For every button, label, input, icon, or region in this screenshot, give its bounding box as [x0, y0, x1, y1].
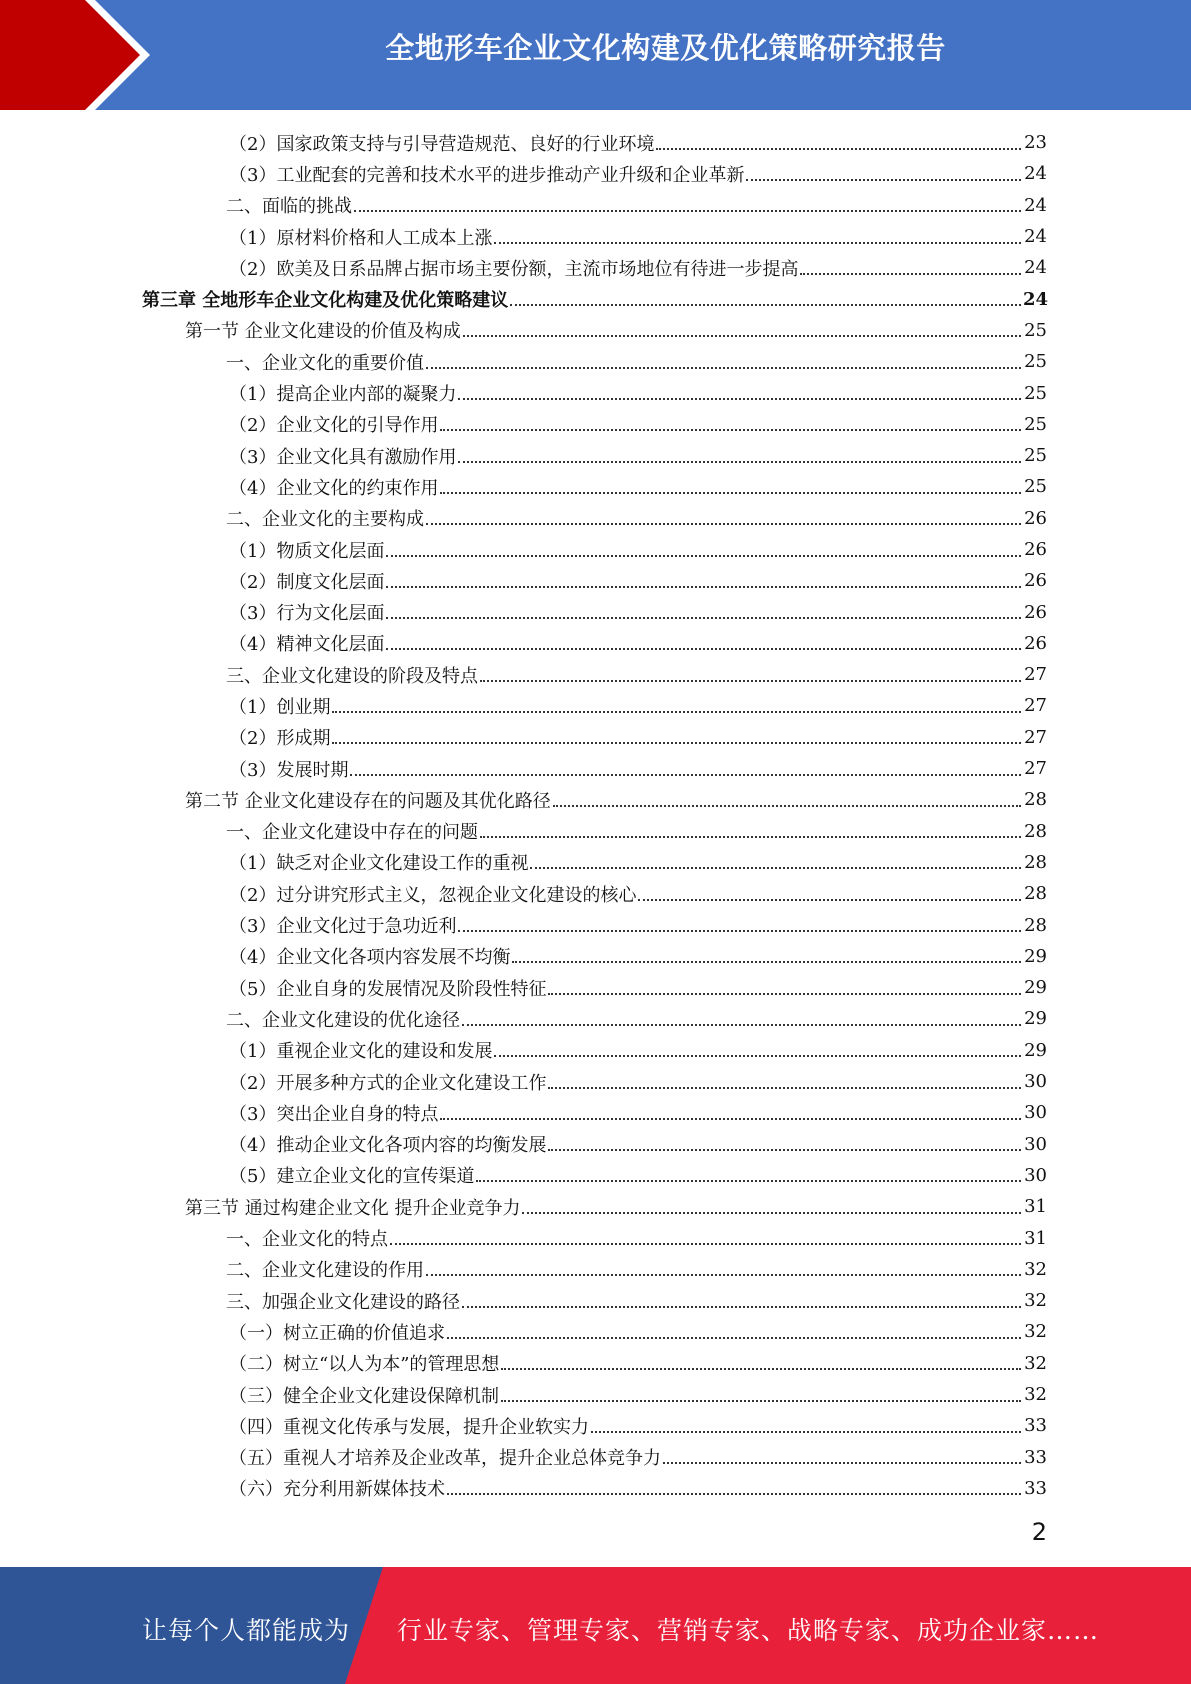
toc-entry-page: 25 — [1024, 413, 1047, 435]
toc-entry-title: 一、企业文化的特点 — [226, 1229, 388, 1251]
toc-dot-leader — [512, 961, 1021, 963]
toc-dot-leader — [350, 774, 1021, 776]
toc-entry-title: （5）建立企业文化的宣传渠道 — [229, 1166, 475, 1188]
toc-entry[interactable] — [226, 190, 1047, 221]
toc-entry-title: （1）物质文化层面 — [229, 540, 385, 562]
toc-entry-title: （2）国家政策支持与引导营造规范、良好的行业环境 — [229, 133, 655, 155]
toc-dot-leader — [494, 242, 1021, 244]
toc-entry-page: 32 — [1024, 1290, 1047, 1312]
toc-dot-leader — [476, 1180, 1021, 1182]
toc-entry-page: 26 — [1024, 507, 1047, 529]
toc-entry-page: 32 — [1024, 1352, 1047, 1374]
toc-dot-leader — [386, 555, 1021, 557]
toc-entry[interactable] — [226, 659, 1047, 690]
toc-entry-page: 25 — [1024, 319, 1047, 341]
toc-entry[interactable] — [229, 628, 1047, 659]
toc-dot-leader — [548, 1149, 1021, 1151]
toc-dot-leader — [440, 1118, 1021, 1120]
toc-entry[interactable] — [229, 847, 1047, 878]
toc-dot-leader — [426, 523, 1021, 525]
toc-entry[interactable] — [229, 1097, 1047, 1128]
toc-entry[interactable] — [229, 722, 1047, 753]
toc-entry[interactable] — [229, 1348, 1047, 1379]
toc-dot-leader — [462, 1024, 1021, 1026]
toc-entry-title: （2）过分讲究形式主义，忽视企业文化建设的核心 — [229, 884, 637, 906]
toc-entry-title: （三）健全企业文化建设保障机制 — [229, 1385, 499, 1407]
toc-entry-page: 27 — [1024, 664, 1047, 686]
toc-entry-page: 23 — [1024, 132, 1047, 154]
toc-dot-leader — [458, 461, 1021, 463]
toc-entry-page: 33 — [1024, 1415, 1047, 1437]
toc-entry[interactable] — [226, 346, 1047, 377]
toc-entry-title: （六）充分利用新媒体技术 — [229, 1479, 445, 1501]
toc-entry-title: 二、面临的挑战 — [226, 196, 352, 218]
toc-entry-page: 29 — [1024, 945, 1047, 967]
toc-dot-leader — [494, 1055, 1021, 1057]
toc-entry-title: 三、企业文化建设的阶段及特点 — [226, 665, 478, 687]
toc-entry-page: 30 — [1024, 1102, 1047, 1124]
toc-entry[interactable] — [229, 1473, 1047, 1504]
toc-entry[interactable] — [226, 503, 1047, 534]
toc-entry-page: 28 — [1024, 789, 1047, 811]
toc-entry[interactable] — [185, 784, 1047, 815]
toc-entry-page: 27 — [1024, 758, 1047, 780]
table-of-contents — [0, 127, 1191, 1504]
toc-entry-page: 28 — [1024, 883, 1047, 905]
toc-entry[interactable] — [229, 1066, 1047, 1097]
toc-entry[interactable] — [229, 878, 1047, 909]
toc-dot-leader — [522, 1212, 1021, 1214]
toc-dot-leader — [463, 335, 1021, 337]
toc-dot-leader — [426, 367, 1021, 369]
toc-entry-page: 26 — [1024, 632, 1047, 654]
toc-entry-page: 28 — [1024, 820, 1047, 842]
toc-entry-page: 29 — [1024, 1008, 1047, 1030]
toc-entry-page: 25 — [1024, 476, 1047, 498]
toc-entry-title: 一、企业文化的重要价值 — [226, 352, 424, 374]
toc-dot-leader — [638, 899, 1021, 901]
toc-dot-leader — [386, 648, 1021, 650]
toc-entry-page: 25 — [1024, 382, 1047, 404]
toc-dot-leader — [553, 805, 1021, 807]
toc-entry-page: 30 — [1024, 1133, 1047, 1155]
toc-dot-leader — [332, 742, 1021, 744]
toc-entry[interactable] — [226, 816, 1047, 847]
toc-dot-leader — [458, 930, 1021, 932]
toc-entry-page: 24 — [1024, 194, 1047, 216]
toc-entry-title: （3）工业配套的完善和技术水平的进步推动产业升级和企业革新 — [229, 164, 745, 186]
toc-entry[interactable] — [229, 127, 1047, 158]
header-arrow-graphic — [0, 0, 160, 110]
toc-entry[interactable] — [229, 221, 1047, 252]
toc-dot-leader — [510, 304, 1021, 306]
toc-entry-title: 第三章 全地形车企业文化构建及优化策略建议 — [142, 290, 509, 312]
toc-entry-title: （五）重视人才培养及企业改革，提升企业总体竞争力 — [229, 1448, 661, 1470]
toc-entry-page: 25 — [1024, 351, 1047, 373]
toc-dot-leader — [591, 1431, 1021, 1433]
toc-entry-title: （3）企业文化过于急功近利 — [229, 916, 457, 938]
toc-entry-page: 31 — [1024, 1196, 1047, 1218]
toc-entry-title: （3）突出企业自身的特点 — [229, 1103, 439, 1125]
toc-entry-title: 三、加强企业文化建设的路径 — [226, 1291, 460, 1313]
toc-entry-page: 24 — [1024, 163, 1047, 185]
toc-entry-title: （四）重视文化传承与发展，提升企业软实力 — [229, 1416, 589, 1438]
toc-dot-leader — [447, 1337, 1021, 1339]
toc-entry-page: 25 — [1024, 445, 1047, 467]
toc-dot-leader — [548, 993, 1021, 995]
toc-entry[interactable] — [229, 941, 1047, 972]
toc-dot-leader — [656, 148, 1021, 150]
toc-entry-title: （2）开展多种方式的企业文化建设工作 — [229, 1072, 547, 1094]
toc-entry-page: 26 — [1024, 601, 1047, 623]
toc-entry-page: 26 — [1024, 570, 1047, 592]
toc-entry-title: 第三节 通过构建企业文化 提升企业竞争力 — [185, 1197, 521, 1219]
toc-dot-leader — [354, 210, 1021, 212]
toc-entry[interactable] — [226, 1285, 1047, 1316]
toc-dot-leader — [458, 398, 1021, 400]
toc-entry[interactable] — [229, 440, 1047, 471]
toc-entry[interactable] — [229, 377, 1047, 408]
toc-dot-leader — [480, 836, 1021, 838]
toc-entry-page: 27 — [1024, 726, 1047, 748]
toc-entry[interactable] — [229, 1410, 1047, 1441]
toc-dot-leader — [746, 179, 1021, 181]
toc-entry-page: 31 — [1024, 1227, 1047, 1249]
toc-entry-page: 27 — [1024, 695, 1047, 717]
toc-entry-title: （1）原材料价格和人工成本上涨 — [229, 227, 493, 249]
toc-entry-title: （3）行为文化层面 — [229, 603, 385, 625]
toc-dot-leader — [501, 1368, 1021, 1370]
toc-entry-title: （1）重视企业文化的建设和发展 — [229, 1041, 493, 1063]
toc-entry-title: （一）树立正确的价值追求 — [229, 1322, 445, 1344]
toc-entry-title: 第二节 企业文化建设存在的问题及其优化路径 — [185, 790, 551, 812]
toc-dot-leader — [480, 680, 1021, 682]
toc-dot-leader — [332, 711, 1021, 713]
page-header — [0, 0, 1191, 110]
toc-entry-title: （1）提高企业内部的凝聚力 — [229, 384, 457, 406]
toc-entry-title: （3）企业文化具有激励作用 — [229, 446, 457, 468]
toc-dot-leader — [501, 1400, 1021, 1402]
toc-entry-title: （4）推动企业文化各项内容的均衡发展 — [229, 1135, 547, 1157]
page-number: 2 — [1031, 1518, 1047, 1546]
toc-entry[interactable] — [229, 753, 1047, 784]
toc-entry[interactable] — [229, 534, 1047, 565]
toc-dot-leader — [800, 273, 1021, 275]
toc-entry-page: 30 — [1024, 1071, 1047, 1093]
toc-dot-leader — [426, 1274, 1021, 1276]
toc-entry-page: 24 — [1023, 288, 1049, 310]
toc-entry-title: （3）发展时期 — [229, 759, 349, 781]
toc-entry[interactable] — [226, 1222, 1047, 1253]
toc-entry-title: 二、企业文化建设的作用 — [226, 1260, 424, 1282]
toc-entry-page: 33 — [1024, 1446, 1047, 1468]
toc-entry[interactable] — [229, 1129, 1047, 1160]
toc-entry-title: （2）形成期 — [229, 728, 331, 750]
toc-dot-leader — [530, 867, 1021, 869]
toc-entry[interactable] — [185, 1191, 1047, 1222]
toc-dot-leader — [462, 1306, 1021, 1308]
toc-entry-page: 24 — [1024, 257, 1047, 279]
footer-slogan-right: 行业专家、管理专家、营销专家、战略专家、成功企业家…… — [397, 1616, 1100, 1645]
toc-entry[interactable] — [229, 1441, 1047, 1472]
toc-dot-leader — [386, 586, 1021, 588]
toc-entry[interactable] — [229, 409, 1047, 440]
toc-entry-title: 第一节 企业文化建设的价值及构成 — [185, 321, 461, 343]
toc-entry[interactable] — [229, 596, 1047, 627]
toc-entry-page: 28 — [1024, 914, 1047, 936]
toc-entry-title: （二）树立“以人为本”的管理思想 — [229, 1354, 500, 1376]
toc-entry[interactable] — [226, 1254, 1047, 1285]
toc-entry[interactable] — [229, 252, 1047, 283]
toc-entry[interactable] — [229, 471, 1047, 502]
toc-entry-page: 30 — [1024, 1164, 1047, 1186]
toc-entry[interactable] — [229, 158, 1047, 189]
report-title: 全地形车企业文化构建及优化策略研究报告 — [385, 31, 946, 65]
toc-entry-title: （4）企业文化各项内容发展不均衡 — [229, 947, 511, 969]
toc-entry[interactable] — [229, 690, 1047, 721]
toc-entry-title: （2）制度文化层面 — [229, 571, 385, 593]
page-footer — [0, 1567, 1191, 1684]
toc-entry[interactable] — [229, 1160, 1047, 1191]
toc-entry-page: 29 — [1024, 1039, 1047, 1061]
toc-entry-title: （1）创业期 — [229, 696, 331, 718]
toc-entry-title: 一、企业文化建设中存在的问题 — [226, 822, 478, 844]
toc-entry[interactable] — [229, 1035, 1047, 1066]
toc-entry-title: （4）企业文化的约束作用 — [229, 477, 439, 499]
toc-entry[interactable] — [229, 1316, 1047, 1347]
toc-dot-leader — [390, 1243, 1021, 1245]
toc-entry-page: 32 — [1024, 1384, 1047, 1406]
toc-entry-page: 24 — [1024, 226, 1047, 248]
toc-entry-page: 28 — [1024, 851, 1047, 873]
toc-entry[interactable] — [229, 909, 1047, 940]
toc-dot-leader — [548, 1087, 1021, 1089]
toc-entry-page: 29 — [1024, 977, 1047, 999]
toc-entry-page: 32 — [1024, 1258, 1047, 1280]
toc-entry-title: （1）缺乏对企业文化建设工作的重视 — [229, 853, 529, 875]
toc-dot-leader — [440, 492, 1021, 494]
toc-entry[interactable] — [229, 565, 1047, 596]
toc-entry-title: （2）企业文化的引导作用 — [229, 415, 439, 437]
toc-dot-leader — [663, 1462, 1021, 1464]
toc-dot-leader — [386, 617, 1021, 619]
toc-entry[interactable] — [185, 315, 1047, 346]
toc-entry[interactable] — [226, 1003, 1047, 1034]
toc-entry-page: 26 — [1024, 539, 1047, 560]
toc-entry-title: 二、企业文化建设的优化途径 — [226, 1009, 460, 1031]
toc-entry[interactable] — [229, 972, 1047, 1003]
toc-entry-title: （5）企业自身的发展情况及阶段性特征 — [229, 978, 547, 1000]
toc-dot-leader — [440, 429, 1021, 431]
toc-entry[interactable] — [142, 283, 1047, 314]
toc-entry[interactable] — [229, 1379, 1047, 1410]
toc-entry-page: 32 — [1024, 1321, 1047, 1343]
toc-entry-title: （2）欧美及日系品牌占据市场主要份额，主流市场地位有待进一步提高 — [229, 258, 799, 280]
toc-entry-title: （4）精神文化层面 — [229, 634, 385, 656]
footer-slogan-left: 让每个人都能成为 — [142, 1616, 351, 1645]
toc-entry-page: 33 — [1024, 1477, 1047, 1499]
toc-entry-title: 二、企业文化的主要构成 — [226, 509, 424, 531]
toc-dot-leader — [447, 1493, 1021, 1495]
